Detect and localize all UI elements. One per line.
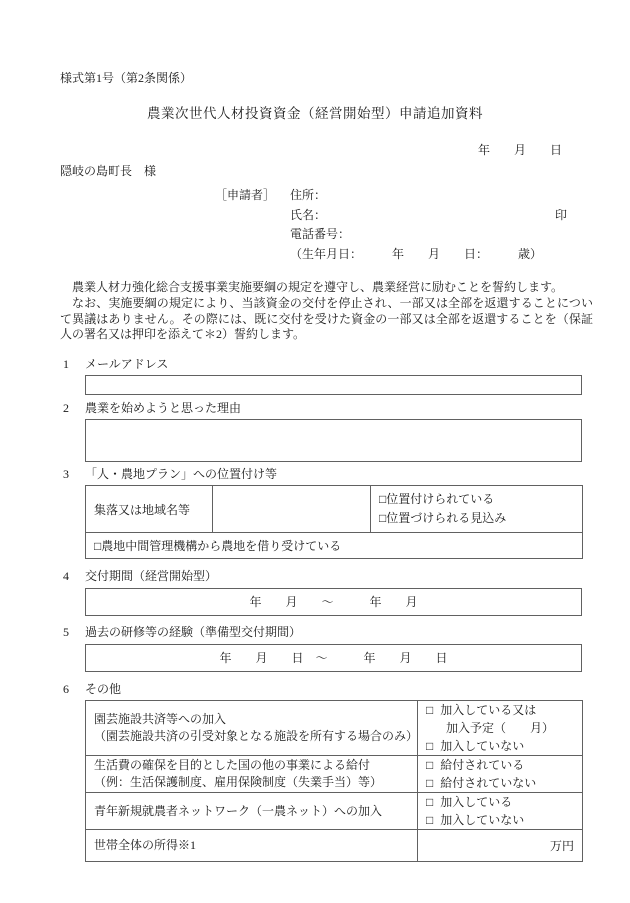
checkbox-icon: □ (426, 703, 434, 718)
phone-label: 電話番号： (290, 227, 351, 241)
checkbox-icon: □ (426, 813, 434, 828)
section-6-number: 6 (63, 682, 69, 697)
row-label-note: （例：生活保護制度、雇用保険制度（失業手当）等） (94, 775, 383, 790)
applicant-bracket-label: ［申請者］ (215, 188, 276, 202)
checkbox-option-enrolled-or-planned[interactable] (426, 701, 582, 719)
training-period-input[interactable]: 年 月 日 ～ 年 月 日 (85, 644, 582, 672)
pledge-paragraph-2: なお、実施要綱の規定により、当該資金の交付を停止され、一部又は全部を返還することについて異議はありません。その際には、既に交付を受けた資金の一部又は全部を返還することを（保証人の署名又は押印を添えて＊2）誓約します。 (60, 295, 593, 342)
horticulture-insurance-options-cell (418, 701, 583, 756)
option-label: 給付されている (440, 758, 525, 773)
spacer (215, 225, 290, 245)
checkbox-option-network-joined[interactable] (426, 793, 582, 811)
section-2-label: 農業を始めようと思った理由 (85, 401, 242, 416)
checkbox-option-positioned[interactable] (379, 490, 582, 509)
section-1-label: メールアドレス (85, 357, 169, 372)
table-row (86, 486, 583, 533)
date-line: 年 月 日 (477, 143, 562, 157)
pledge-paragraph-1: 農業人材力強化総合支援事業実施要綱の規定を遵守し、農業経営に励むことを誓約します。 (72, 280, 564, 294)
reason-input[interactable] (85, 419, 582, 462)
checkbox-option-expected[interactable] (379, 509, 582, 528)
household-income-input-cell[interactable] (418, 830, 583, 862)
other-items-table (85, 700, 583, 862)
option-label: 農地中間管理機構から農地を借り受けている (101, 538, 342, 553)
pledge-text (60, 280, 593, 343)
checkbox-icon: □ (426, 795, 434, 810)
applicant-block (215, 186, 567, 264)
row-label: 園芸施設共済等への加入 (94, 712, 227, 727)
farmland-bank-cell (86, 533, 583, 559)
other-benefit-label-cell (86, 756, 418, 793)
settlement-name-input[interactable] (213, 486, 371, 533)
section-3-label: 「人・農地プラン」への位置付け等 (85, 467, 278, 482)
form-number: 様式第1号（第2条関係） (60, 71, 193, 85)
applicant-name-line (215, 206, 567, 226)
row-label: 青年新規就農者ネットワーク（一農ネット）への加入 (94, 803, 383, 818)
option-label: 加入していない (440, 813, 525, 828)
grant-period-input[interactable]: 年 月 ～ 年 月 (85, 588, 582, 616)
checkbox-icon: □ (426, 758, 434, 773)
option-label: 給付されていない (440, 776, 537, 791)
option-label: 位置づけられる見込み (386, 511, 507, 526)
checkbox-icon: □ (94, 538, 102, 553)
seal-mark: 印 (554, 207, 567, 222)
network-label-cell (86, 793, 418, 830)
table-row (86, 793, 583, 830)
network-options-cell (418, 793, 583, 830)
birthdate-label: （生年月日： 年 月 日： 歳） (290, 246, 543, 261)
checkbox-icon: □ (426, 739, 434, 754)
checkbox-option-receiving-benefit[interactable] (426, 756, 582, 774)
checkbox-icon: □ (426, 776, 434, 791)
settlement-label-cell: 集落又は地域名等 (86, 486, 213, 533)
checkbox-option-farmland-bank[interactable] (94, 537, 582, 555)
page-title: 農業次世代人材投資資金（経営開始型）申請追加資料 (147, 106, 483, 121)
section-1-header (63, 357, 630, 371)
name-label: 氏名： (290, 207, 327, 222)
checkbox-option-network-not-joined[interactable] (426, 811, 582, 829)
section-4-label: 交付期間（経営開始型） (85, 569, 218, 584)
section-3-header (63, 467, 630, 481)
section-6-label: その他 (85, 682, 122, 697)
section-3-number: 3 (63, 467, 69, 482)
section-1-number: 1 (63, 357, 69, 372)
row-label: 世帯全体の所得※1 (94, 838, 197, 853)
section-5-header (63, 625, 630, 639)
email-input[interactable] (85, 375, 582, 395)
section-4-number: 4 (63, 569, 69, 584)
section-6-header (63, 682, 630, 696)
section-2-number: 2 (63, 401, 69, 416)
option-label: 加入している又は (440, 703, 537, 718)
checkbox-icon: □ (379, 511, 387, 526)
plan-table (85, 485, 583, 559)
applicant-address-line (215, 186, 567, 206)
row-label: 生活費の確保を目的とした国の他の事業による給付 (94, 758, 371, 773)
household-income-label-cell (86, 830, 418, 862)
table-row (86, 830, 583, 862)
address-label: 住所： (290, 188, 327, 202)
income-unit-label: 万円 (549, 839, 574, 854)
applicant-birthdate-line (215, 245, 567, 265)
spacer (215, 206, 290, 226)
section-2-header (63, 401, 630, 415)
plan-status-cell (371, 486, 583, 533)
checkbox-option-not-enrolled[interactable] (426, 737, 582, 755)
option-continuation: 加入予定（ 月） (446, 721, 555, 736)
table-row (86, 756, 583, 793)
section-5-label: 過去の研修等の経験（準備型交付期間） (85, 625, 302, 640)
checkbox-icon: □ (379, 492, 387, 507)
table-row (86, 533, 583, 559)
row-label-note: （園芸施設共済の引受対象となる施設を所有する場合のみ） (94, 729, 419, 744)
section-5-number: 5 (63, 625, 69, 640)
option-label: 位置付けられている (386, 492, 495, 507)
option-label: 加入していない (440, 739, 525, 754)
horticulture-insurance-label-cell (86, 701, 418, 756)
other-benefit-options-cell (418, 756, 583, 793)
applicant-phone-line (215, 225, 567, 245)
checkbox-option-not-receiving-benefit[interactable] (426, 774, 582, 792)
option-label: 加入している (440, 795, 513, 810)
spacer (215, 245, 290, 265)
addressee: 隠岐の島町長 様 (60, 164, 157, 178)
section-4-header (63, 569, 630, 583)
table-row (86, 701, 583, 756)
